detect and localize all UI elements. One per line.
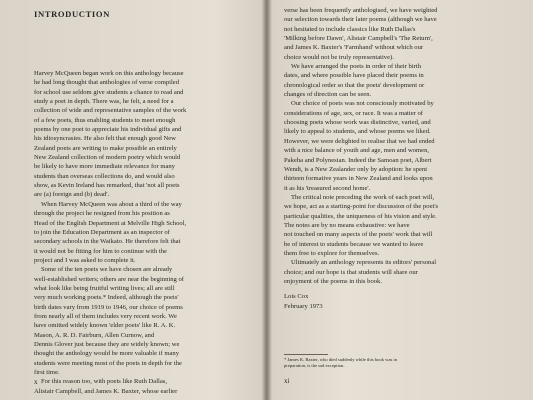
text-line: thirteen formative years in New Zealand and looks upon	[284, 175, 433, 183]
text-line: dates, and where possible have placed their poems in	[284, 72, 424, 80]
text-line: not touched on many aspects of the poets' work that will	[284, 231, 433, 239]
text-line: 'Milking before Dawn', Alistair Campbell's 'The Return',	[284, 35, 433, 43]
text-line: choosing poets whose work was distinctive, varied, and	[284, 119, 431, 127]
text-line: Head of the English Department at Melville High School,	[34, 219, 187, 227]
text-line: The notes are by no means exhaustive: we have	[284, 221, 410, 229]
page-heading: INTRODUCTION	[34, 9, 110, 19]
text-line: Harvey McQueen began work on this anthology because	[34, 70, 184, 77]
paragraph	[34, 265, 254, 377]
text-line: students than overseas collections do, and would also	[34, 172, 175, 180]
text-line: Our choice of poets was not consciously motivated by	[291, 100, 434, 108]
text-line: considerations of age, sex, or race. It was a matter of	[284, 109, 423, 117]
text-line: he had long thought that anthologies of verse compiled	[34, 79, 180, 87]
paragraph	[34, 377, 254, 396]
text-line: through the project he resigned from his position as	[34, 210, 170, 218]
text-line: his idiosyncrasies. He also felt that enough good New	[34, 135, 176, 143]
text-line: We have arranged the poets in order of their birth	[291, 63, 422, 71]
text-line: with a nice balance of youth and age, men and women,	[284, 147, 430, 155]
text-line: enjoyment of the poems in this book.	[284, 277, 382, 285]
book-gutter	[262, 0, 272, 400]
text-line: of a few poets, thus enabling students to meet enough	[34, 116, 176, 124]
footnote-line: * James K. Baxter, who died suddenly while this book was in	[284, 357, 397, 362]
paragraph	[284, 99, 508, 192]
text-line: to join the Education Department as an inspector of	[34, 228, 170, 236]
text-line: be of interest to students because we wanted to leave	[284, 240, 424, 248]
text-line: For this reason too, with poets like Ruth Dallas,	[41, 378, 168, 386]
page-number-left: x	[34, 378, 38, 386]
text-line: students were meeting most of the poets in depth for the	[34, 359, 182, 367]
text-line: Dennis Glover just because they are widely known; we	[34, 340, 180, 348]
text-line: are (a) foreign and (b) dead'.	[34, 191, 110, 199]
text-line: The critical note preceding the work of each poet will,	[291, 193, 435, 201]
footnote	[284, 357, 510, 369]
text-line: chronological order so that the poets' development or	[284, 81, 425, 89]
text-line: Zealand poets are writing to make possible an entirely	[34, 144, 177, 152]
text-line: study a poet in depth. There was, he felt, a need for a	[34, 98, 174, 106]
text-line: it would not be fitting for him to continue with the	[34, 247, 167, 255]
signature-name: Lois Cox	[284, 293, 309, 301]
paragraph	[34, 200, 254, 265]
text-line: project and I was asked to complete it.	[34, 256, 136, 264]
paragraph	[284, 193, 508, 258]
text-line: collection of wide and representative samples of the work	[34, 107, 187, 115]
text-line: Pakeha and Polynesian. Indeed the Samoan poet, Albert	[284, 156, 432, 164]
text-line: Ultimately an anthology represents its editors' personal	[291, 259, 437, 267]
right-page	[272, 0, 533, 400]
text-line: Alistair Campbell, and James K. Baxter, whose earlier	[34, 387, 178, 395]
text-line: it as his 'treasured second home'.	[284, 184, 371, 192]
text-line: particular qualities, the uniqueness of his vision and style.	[284, 212, 437, 220]
text-line: have omitted widely known 'elder poets' like R. A. K.	[34, 322, 176, 330]
page-number-right: xi	[284, 377, 290, 385]
paragraph	[34, 69, 254, 200]
right-page-body	[284, 6, 508, 311]
text-line: well-established writers; others are near the beginning of	[34, 275, 184, 283]
text-line: and James K. Baxter's 'Farmhand' without which our	[284, 44, 424, 52]
text-line: choice would not be truly representative).	[284, 53, 394, 61]
text-line: them free to explore for themselves.	[284, 249, 380, 257]
text-line: for school use seldom give students a chance to read and	[34, 88, 184, 96]
text-line: Some of the ten poets we have chosen are already	[41, 266, 173, 274]
text-line: Mason, A. R. D. Fairburn, Allen Curnow, and	[34, 331, 155, 339]
text-line: not hesitated to include classics like Ruth Dallas's	[284, 25, 416, 33]
text-line: choice; and our hope is that students will share our	[284, 268, 418, 276]
text-line: New Zealand collection of modern poetry which would	[34, 154, 181, 162]
text-line: our selection towards their later poems (although we have	[284, 16, 437, 24]
text-line: likely to appeal to students, and whose poems we liked.	[284, 128, 431, 136]
text-line: Wendt, is a New Zealander only by adoption: he spent	[284, 165, 428, 173]
text-line: poems by one poet to appreciate his individual gifts and	[34, 126, 182, 134]
text-line: what look like being fruitful writing lives; all are still	[34, 284, 175, 292]
text-line: very much working poets.* Indeed, although the poets'	[34, 294, 179, 302]
footnote-line: preparation, is the sad exception.	[284, 363, 345, 368]
text-line: thought the anthology would be more valuable if many	[34, 350, 180, 358]
left-page-body	[34, 69, 254, 396]
text-line: we hope, act as a starting-point for discussion of the poet's	[284, 203, 439, 211]
text-line: changes of direction can be seen.	[284, 91, 372, 99]
text-line: However, we were delighted to realise that we had ended	[284, 137, 435, 145]
text-line: secondary schools in the Waikato. He therefore felt that	[34, 238, 181, 246]
signature-date: February 1973	[284, 302, 323, 310]
text-line: first time.	[34, 369, 60, 376]
text-line: be likely to have more immediate relevance for many	[34, 163, 175, 171]
text-line: verse has been frequently anthologised, we have weighted	[284, 7, 438, 14]
text-line: show, as Kevin Ireland has remarked, that 'not all poets	[34, 182, 180, 190]
paragraph	[284, 258, 508, 286]
text-line: When Harvey McQueen was about a third of the way	[41, 200, 182, 208]
left-page	[0, 0, 262, 400]
footnote-rule	[284, 354, 328, 355]
text-line: birth dates vary from 1919 to 1946, our choice of poems	[34, 303, 183, 311]
text-line: from nearly all of them includes very recent work. We	[34, 312, 177, 320]
paragraph	[284, 62, 508, 99]
paragraph	[284, 6, 508, 62]
